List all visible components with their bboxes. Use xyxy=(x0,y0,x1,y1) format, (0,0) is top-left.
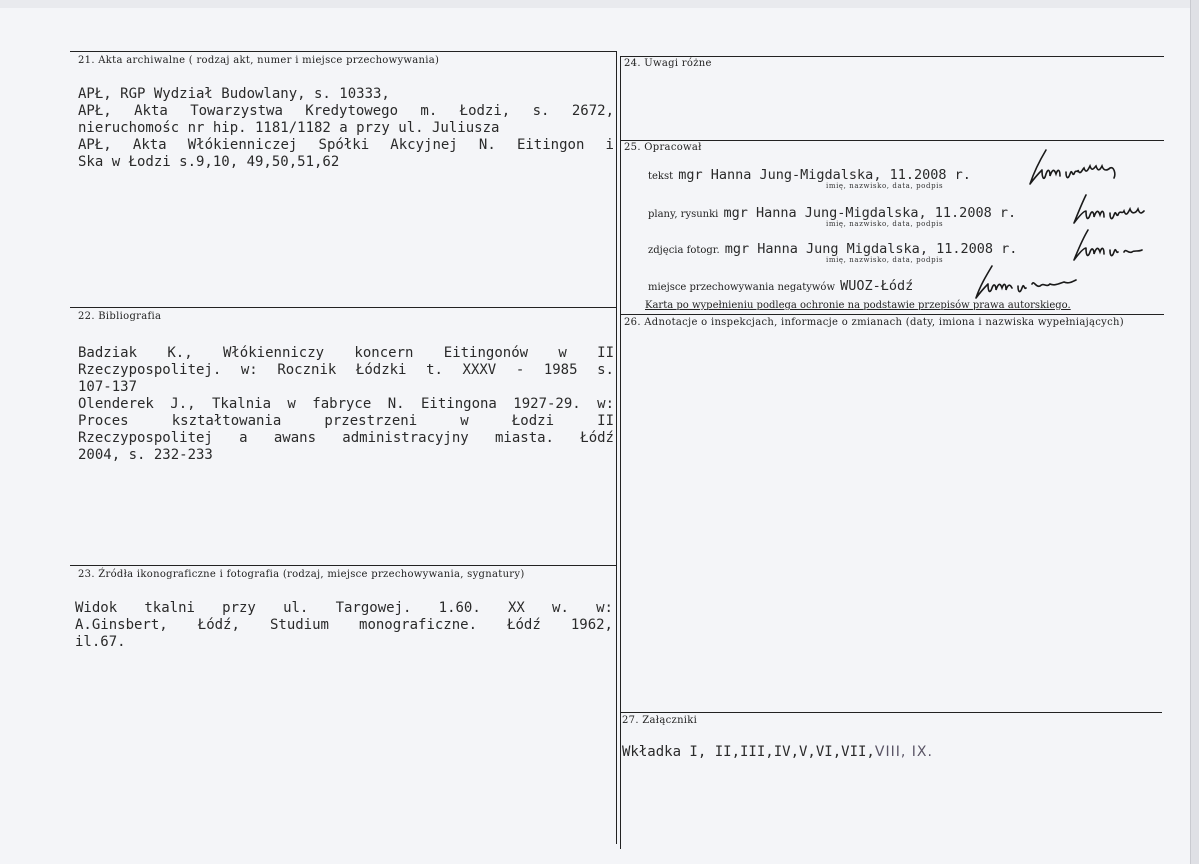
archival-line: APŁ, RGP Wydział Budowlany, s. 10333, xyxy=(78,86,390,102)
prepared-photos-value: mgr Hanna Jung Migdalska, 11.2008 r. xyxy=(724,241,1018,257)
prepared-plans-value: mgr Hanna Jung-Migdalska, 11.2008 r. xyxy=(723,205,1017,221)
archival-line: APŁ, Akta Włókienniczej Spółki Akcyjnej N. Eitingon i xyxy=(78,137,614,153)
prepared-text-value: mgr Hanna Jung-Migdalska, 11.2008 r. xyxy=(678,167,971,183)
signature-photos xyxy=(1068,228,1148,264)
rule-23-top xyxy=(70,565,616,566)
rule-center-left xyxy=(616,51,617,844)
negatives-location-value: WUOZ-Łódź xyxy=(840,278,914,294)
prepared-plans-label: plany, rysunki xyxy=(648,209,719,220)
negatives-location-row xyxy=(648,275,913,294)
attachments-typed: Wkładka I, II,III,IV,V,VI,VII, xyxy=(622,744,875,760)
page-edge-top xyxy=(0,0,1199,8)
signature-negatives xyxy=(968,262,1078,302)
section-21-label: 21. Akta archiwalne ( rodzaj akt, numer i miejsce przechowywania) xyxy=(78,55,440,66)
iconographic-sources-text xyxy=(75,600,613,651)
iconographic-line: Widok tkalni przy ul. Targowej. 1.60. XX w. w: xyxy=(75,600,613,616)
bibliography-text xyxy=(78,345,614,464)
negatives-location-label: miejsce przechowywania negatywów xyxy=(648,282,835,293)
signature-plans xyxy=(1068,193,1152,227)
iconographic-line: A.Ginsbert, Łódź, Studium monograficzne. Łódź 1962, xyxy=(75,617,613,633)
name-date-signature-caption: imię, nazwisko, data, podpis xyxy=(826,256,944,264)
signature-text xyxy=(1020,148,1140,190)
page-edge-right xyxy=(1190,0,1199,864)
rule-26-top xyxy=(620,314,1164,315)
bibliography-line: Rzeczypospolitej a awans administracyjny miasta. Łódź xyxy=(78,430,614,446)
section-22-label: 22. Bibliografia xyxy=(78,311,162,322)
bibliography-line: Proces kształtowania przestrzeni w Łodzi II xyxy=(78,413,614,429)
attachments-handwritten: VIII, IX. xyxy=(874,744,933,760)
prepared-photos-label: zdjęcia fotogr. xyxy=(648,245,720,256)
bibliography-line: 107-137 xyxy=(78,379,138,395)
attachments-text xyxy=(622,744,933,761)
iconographic-line: il.67. xyxy=(75,634,126,650)
bibliography-line: Olenderek J., Tkalnia w fabryce N. Eitingona 1927-29. w: xyxy=(78,396,614,412)
archival-line: nieruchomośc nr hip. 1181/1182 a przy ul. Juliusza xyxy=(78,120,500,136)
name-date-signature-caption: imię, nazwisko, data, podpis xyxy=(826,220,944,228)
archival-line: APŁ, Akta Towarzystwa Kredytowego m. Łodzi, s. 2672, xyxy=(78,103,614,119)
section-24-label: 24. Uwagi różne xyxy=(624,58,712,69)
prepared-text-label: tekst xyxy=(648,171,674,182)
rule-21-top xyxy=(70,51,616,52)
bibliography-line: Rzeczypospolitej. w: Rocznik Łódzki t. XXXV - 1985 s. xyxy=(78,362,614,378)
prepared-text-row xyxy=(648,164,971,183)
rule-center-right xyxy=(620,56,621,849)
prepared-photos-row xyxy=(648,238,1017,257)
section-26-label: 26. Adnotacje o inspekcjach, informacje o zmianach (daty, imiona i nazwiska wypełniających) xyxy=(624,317,1124,328)
rule-22-top xyxy=(70,307,616,308)
archival-line: Ska w Łodzi s.9,10, 49,50,51,62 xyxy=(78,154,340,170)
name-date-signature-caption: imię, nazwisko, data, podpis xyxy=(826,182,944,190)
rule-24-top xyxy=(620,56,1164,57)
rule-27-top xyxy=(620,712,1162,713)
prepared-plans-row xyxy=(648,202,1016,221)
section-25-label: 25. Opracował xyxy=(624,142,702,153)
bibliography-line: Badziak K., Włókienniczy koncern Eitingonów w II xyxy=(78,345,614,361)
section-27-label: 27. Załączniki xyxy=(622,715,698,726)
archival-records-text xyxy=(78,86,614,171)
copyright-footnote: Karta po wypełnieniu podlega ochronie na podstawie przepisów prawa autorskiego. xyxy=(645,300,1071,311)
section-23-label: 23. Źródła ikonograficzne i fotografia (rodzaj, miejsce przechowywania, sygnatury) xyxy=(78,569,525,580)
bibliography-line: 2004, s. 232-233 xyxy=(78,447,213,463)
rule-25-top xyxy=(620,140,1164,141)
